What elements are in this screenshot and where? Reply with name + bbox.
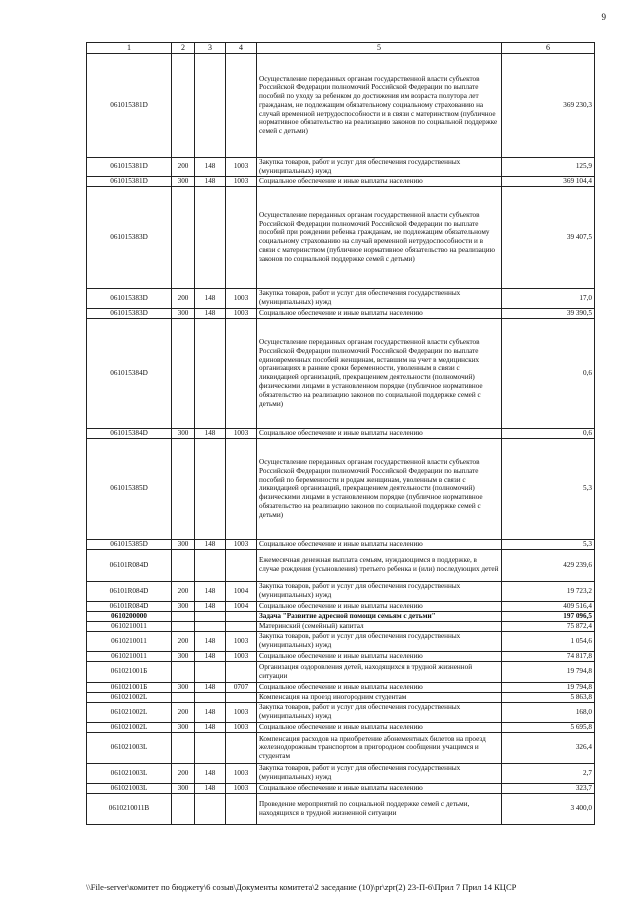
group-code-cell: [172, 621, 195, 631]
section-code-cell: [226, 621, 257, 631]
table-row: [87, 631, 595, 651]
code-cell: 061015384D: [87, 428, 172, 438]
department-code-cell: 148: [195, 176, 226, 186]
code-cell: 061021003L: [87, 732, 172, 763]
department-code-cell: 148: [195, 288, 226, 308]
code-cell: 061015381D: [87, 176, 172, 186]
description-cell: Социальное обеспечение и иные выплаты населению: [257, 428, 502, 438]
description-cell: Компенсация расходов на приобретение абонементных билетов на проезд железнодорожным транспортом в пригородном сообщении учащимся и студентам: [257, 732, 502, 763]
section-code-cell: 1004: [226, 601, 257, 611]
department-code-cell: [195, 186, 226, 288]
description-cell: Проведение мероприятий по социальной поддержке семей с детьми, находящихся в трудной жизненной ситуации: [257, 793, 502, 824]
table-row: [87, 763, 595, 783]
description-cell: Закупка товаров, работ и услуг для обеспечения государственных (муниципальных) нужд: [257, 763, 502, 783]
department-code-cell: [195, 621, 226, 631]
code-cell: 06101R084D: [87, 549, 172, 581]
department-code-cell: 148: [195, 651, 226, 661]
section-code-cell: [226, 692, 257, 702]
table-row: [87, 692, 595, 702]
code-cell: 061015381D: [87, 157, 172, 176]
group-code-cell: [172, 186, 195, 288]
table-row: [87, 549, 595, 581]
code-cell: 061021002L: [87, 692, 172, 702]
amount-cell: 75 872,4: [502, 621, 595, 631]
group-code-cell: 200: [172, 631, 195, 651]
section-code-cell: [226, 438, 257, 539]
amount-cell: 369 230,3: [502, 53, 595, 157]
group-code-cell: 200: [172, 581, 195, 601]
code-cell: 061015381D: [87, 53, 172, 157]
amount-cell: 19 794,8: [502, 661, 595, 682]
code-cell: 061021002L: [87, 722, 172, 732]
description-cell: Социальное обеспечение и иные выплаты населению: [257, 308, 502, 318]
department-code-cell: 148: [195, 682, 226, 692]
table-row: [87, 581, 595, 601]
group-code-cell: [172, 732, 195, 763]
section-code-cell: 1004: [226, 581, 257, 601]
description-cell: Задача "Развитие адресной помощи семьям с детьми": [257, 611, 502, 621]
section-code-cell: 1003: [226, 288, 257, 308]
section-code-cell: [226, 611, 257, 621]
code-cell: 061021001Б: [87, 682, 172, 692]
code-cell: 0610200000: [87, 611, 172, 621]
table-row: [87, 438, 595, 539]
description-cell: Ежемесячная денежная выплата семьям, нуждающимся в поддержке, в случае рождения (усыновления) третьего ребенка и (или) последующих детей: [257, 549, 502, 581]
code-cell: 061015385D: [87, 438, 172, 539]
section-code-cell: 1003: [226, 157, 257, 176]
section-code-cell: 1003: [226, 308, 257, 318]
amount-cell: 5 695,8: [502, 722, 595, 732]
code-cell: 061015384D: [87, 318, 172, 428]
group-code-cell: [172, 318, 195, 428]
amount-cell: 0,6: [502, 318, 595, 428]
table-row: [87, 722, 595, 732]
amount-cell: 17,0: [502, 288, 595, 308]
department-code-cell: [195, 793, 226, 824]
section-code-cell: [226, 318, 257, 428]
code-cell: 061021001Б: [87, 661, 172, 682]
section-code-cell: [226, 53, 257, 157]
department-code-cell: 148: [195, 581, 226, 601]
section-code-cell: 1003: [226, 428, 257, 438]
department-code-cell: [195, 549, 226, 581]
table-header-row: [87, 43, 595, 54]
description-cell: Социальное обеспечение и иные выплаты населению: [257, 651, 502, 661]
table-row: [87, 53, 595, 157]
table-row: [87, 539, 595, 549]
section-code-cell: [226, 793, 257, 824]
department-code-cell: [195, 611, 226, 621]
department-code-cell: 148: [195, 428, 226, 438]
section-code-cell: 1003: [226, 783, 257, 793]
description-cell: Социальное обеспечение и иные выплаты населению: [257, 539, 502, 549]
group-code-cell: 200: [172, 763, 195, 783]
file-path-footer: \\File-server\комитет по бюджету\6 созыв\Документы комитета\2 заседание (10)\pr\zpr(2) 23-П-6\Прил 7 Прил 14 КЦСР: [86, 882, 517, 892]
group-code-cell: 300: [172, 601, 195, 611]
description-cell: Закупка товаров, работ и услуг для обеспечения государственных (муниципальных) нужд: [257, 157, 502, 176]
code-cell: 0610210011: [87, 621, 172, 631]
section-code-cell: [226, 186, 257, 288]
amount-cell: 74 817,8: [502, 651, 595, 661]
description-cell: Закупка товаров, работ и услуг для обеспечения государственных (муниципальных) нужд: [257, 702, 502, 722]
group-code-cell: 200: [172, 288, 195, 308]
group-code-cell: 300: [172, 682, 195, 692]
section-code-cell: 1003: [226, 539, 257, 549]
section-code-cell: [226, 732, 257, 763]
group-code-cell: 200: [172, 702, 195, 722]
group-code-cell: 300: [172, 428, 195, 438]
table-row: [87, 682, 595, 692]
table-row: [87, 783, 595, 793]
description-cell: Социальное обеспечение и иные выплаты населению: [257, 722, 502, 732]
table-row: [87, 661, 595, 682]
header-cell: 5: [257, 43, 502, 54]
section-code-cell: [226, 549, 257, 581]
description-cell: Осуществление переданных органам государственной власти субъектов Российской Федерации полномочий Российской Федерации по выплате пособий по уходу за ребенком до достижения им возраста полутора лет гражданам, не подлежащим обязательному социальному страхованию на случай временной нетрудоспособности и в связи с материнством (публичное нормативное обязательство на реализацию законов по социальной поддержке семей с детьми): [257, 53, 502, 157]
amount-cell: 39 390,5: [502, 308, 595, 318]
group-code-cell: [172, 549, 195, 581]
group-code-cell: 300: [172, 176, 195, 186]
header-cell: 4: [226, 43, 257, 54]
table-row: [87, 621, 595, 631]
table-row: [87, 601, 595, 611]
code-cell: 061015383D: [87, 186, 172, 288]
group-code-cell: 300: [172, 308, 195, 318]
table-row: [87, 318, 595, 428]
section-code-cell: 0707: [226, 682, 257, 692]
group-code-cell: [172, 438, 195, 539]
code-cell: 0610210011: [87, 631, 172, 651]
header-cell: 6: [502, 43, 595, 54]
amount-cell: 0,6: [502, 428, 595, 438]
department-code-cell: 148: [195, 702, 226, 722]
department-code-cell: 148: [195, 631, 226, 651]
department-code-cell: 148: [195, 722, 226, 732]
budget-table: [86, 42, 595, 825]
section-code-cell: 1003: [226, 631, 257, 651]
header-cell: 3: [195, 43, 226, 54]
table-row: [87, 793, 595, 824]
amount-cell: 3 400,0: [502, 793, 595, 824]
table-row: [87, 611, 595, 621]
description-cell: Социальное обеспечение и иные выплаты населению: [257, 176, 502, 186]
description-cell: Организация оздоровления детей, находящихся в трудной жизненной ситуации: [257, 661, 502, 682]
description-cell: Социальное обеспечение и иные выплаты населению: [257, 783, 502, 793]
description-cell: Закупка товаров, работ и услуг для обеспечения государственных (муниципальных) нужд: [257, 288, 502, 308]
group-code-cell: [172, 53, 195, 157]
amount-cell: 429 239,6: [502, 549, 595, 581]
code-cell: 061015385D: [87, 539, 172, 549]
department-code-cell: 148: [195, 539, 226, 549]
description-cell: Компенсация на проезд иногородним студентам: [257, 692, 502, 702]
group-code-cell: [172, 661, 195, 682]
amount-cell: 326,4: [502, 732, 595, 763]
department-code-cell: 148: [195, 783, 226, 793]
table-row: [87, 186, 595, 288]
section-code-cell: 1003: [226, 651, 257, 661]
amount-cell: 19 794,8: [502, 682, 595, 692]
section-code-cell: 1003: [226, 722, 257, 732]
description-cell: Осуществление переданных органам государственной власти субъектов Российской Федерации полномочий Российской Федерации по выплате единовременных пособий женщинам, вставшим на учет в медицинских организациях в ранние сроки беременности, уволенным в связи с ликвидацией организаций, прекращением деятельности (полномочий) физическими лицами в установленном порядке (публичное нормативное обязательство на реализацию законов по социальной поддержке семей с детьми): [257, 318, 502, 428]
section-code-cell: [226, 661, 257, 682]
group-code-cell: [172, 611, 195, 621]
section-code-cell: 1003: [226, 702, 257, 722]
department-code-cell: [195, 318, 226, 428]
department-code-cell: 148: [195, 157, 226, 176]
department-code-cell: 148: [195, 601, 226, 611]
group-code-cell: 300: [172, 783, 195, 793]
amount-cell: 409 516,4: [502, 601, 595, 611]
group-code-cell: [172, 692, 195, 702]
amount-cell: 197 096,5: [502, 611, 595, 621]
amount-cell: 323,7: [502, 783, 595, 793]
amount-cell: 1 054,6: [502, 631, 595, 651]
description-cell: Закупка товаров, работ и услуг для обеспечения государственных (муниципальных) нужд: [257, 631, 502, 651]
code-cell: 06101R084D: [87, 601, 172, 611]
code-cell: 0610210011: [87, 651, 172, 661]
table-row: [87, 702, 595, 722]
description-cell: Социальное обеспечение и иные выплаты населению: [257, 682, 502, 692]
description-cell: Закупка товаров, работ и услуг для обеспечения государственных (муниципальных) нужд: [257, 581, 502, 601]
amount-cell: 5,3: [502, 438, 595, 539]
description-cell: Осуществление переданных органам государственной власти субъектов Российской Федерации полномочий Российской Федерации по выплате пособий по беременности и родам женщинам, уволенным в связи с ликвидацией организаций, прекращением деятельности (полномочий) физическими лицами в установленном порядке (публичное нормативное обязательство на реализацию законов по социальной поддержке семей с детьми): [257, 438, 502, 539]
amount-cell: 19 723,2: [502, 581, 595, 601]
table-row: [87, 157, 595, 176]
amount-cell: 168,0: [502, 702, 595, 722]
group-code-cell: 300: [172, 539, 195, 549]
amount-cell: 39 407,5: [502, 186, 595, 288]
table-row: [87, 308, 595, 318]
group-code-cell: [172, 793, 195, 824]
section-code-cell: 1003: [226, 176, 257, 186]
department-code-cell: 148: [195, 308, 226, 318]
department-code-cell: [195, 692, 226, 702]
code-cell: 0610210011В: [87, 793, 172, 824]
description-cell: Социальное обеспечение и иные выплаты населению: [257, 601, 502, 611]
department-code-cell: 148: [195, 763, 226, 783]
group-code-cell: 300: [172, 722, 195, 732]
table-row: [87, 732, 595, 763]
code-cell: 061021003L: [87, 763, 172, 783]
code-cell: 06101R084D: [87, 581, 172, 601]
amount-cell: 2,7: [502, 763, 595, 783]
table-row: [87, 288, 595, 308]
department-code-cell: [195, 438, 226, 539]
amount-cell: 125,9: [502, 157, 595, 176]
description-cell: Осуществление переданных органам государственной власти субъектов Российской Федерации полномочий Российской Федерации по выплате пособий при рождении ребенка гражданам, не подлежащим обязательному социальному страхованию на случай временной нетрудоспособности и в связи с материнством (публичное нормативное обязательство на реализацию законов по социальной поддержке семей с детьми): [257, 186, 502, 288]
section-code-cell: 1003: [226, 763, 257, 783]
amount-cell: 369 104,4: [502, 176, 595, 186]
amount-cell: 5 863,8: [502, 692, 595, 702]
page-number: 9: [601, 12, 606, 22]
department-code-cell: [195, 661, 226, 682]
header-cell: 1: [87, 43, 172, 54]
table-row: [87, 176, 595, 186]
code-cell: 061015383D: [87, 308, 172, 318]
amount-cell: 5,3: [502, 539, 595, 549]
code-cell: 061021002L: [87, 702, 172, 722]
department-code-cell: [195, 732, 226, 763]
department-code-cell: [195, 53, 226, 157]
header-cell: 2: [172, 43, 195, 54]
code-cell: 061015383D: [87, 288, 172, 308]
group-code-cell: 300: [172, 651, 195, 661]
table-row: [87, 651, 595, 661]
code-cell: 061021003L: [87, 783, 172, 793]
table-row: [87, 428, 595, 438]
group-code-cell: 200: [172, 157, 195, 176]
description-cell: Материнский (семейный) капитал: [257, 621, 502, 631]
